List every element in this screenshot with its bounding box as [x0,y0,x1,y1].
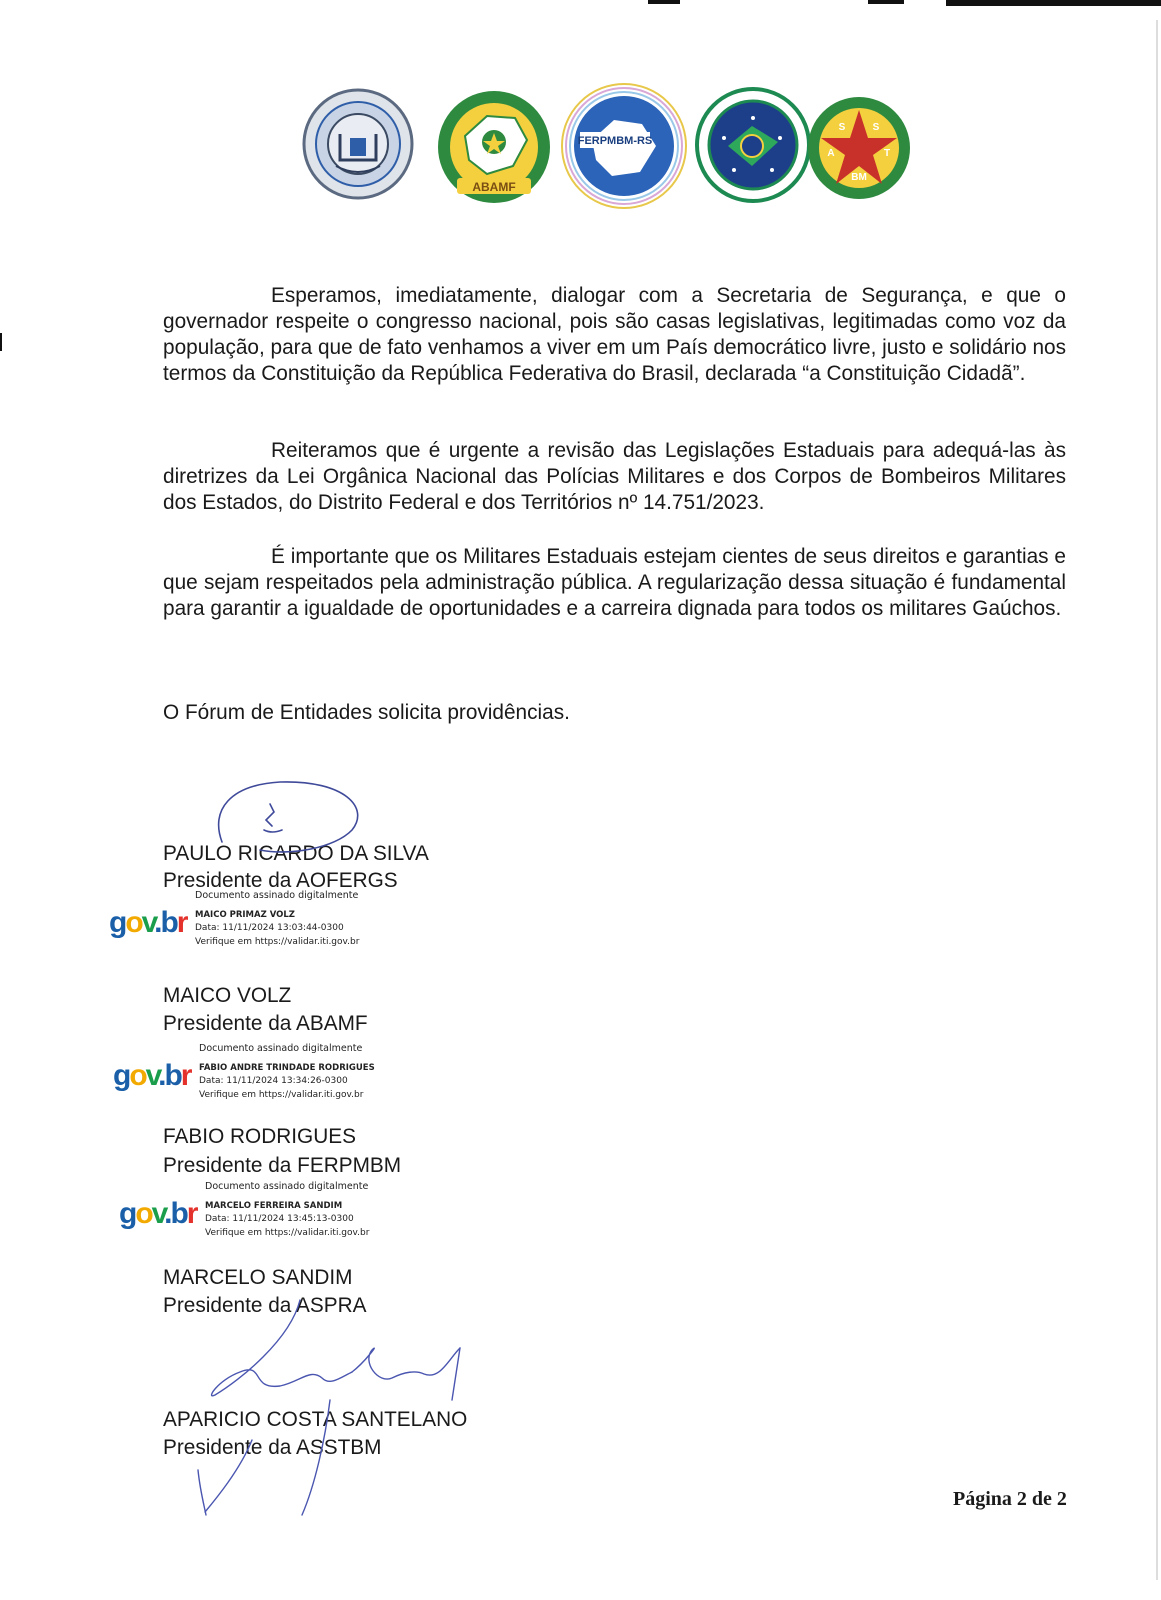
aofergs-seal-icon [300,86,416,202]
svg-text:ABAMF: ABAMF [472,180,516,194]
signatory-name: FABIO RODRIGUES [163,1125,356,1148]
signatory-name: APARICIO COSTA SANTELANO [163,1408,468,1431]
govbr-logo: gov.br [113,1059,191,1092]
signatory-role: Presidente da ASPRA [163,1294,367,1317]
svg-text:A: A [827,148,835,159]
signatory-role: Presidente da FERPMBM [163,1154,402,1177]
govbr-verify-link[interactable]: Verifique em https://validar.iti.gov.br [205,1228,370,1238]
govbr-date: Data: 11/11/2024 13:45:13-0300 [205,1214,354,1224]
govbr-verify-link[interactable]: Verifique em https://validar.iti.gov.br [195,937,360,947]
govbr-header: Documento assinado digitalmente [199,1043,363,1054]
govbr-signature-stamp [113,1043,393,1107]
scan-edge-mark [1156,20,1158,1580]
body-paragraph-3: É importante que os Militares Estaduais estejam cientes de seus direitos e garantias e que sejam respeitados pela administração pública. A regularização dessa situação é fundamental para garantir a igualdade de oportunidades e a carreira dignada para todos os militares Gaúchos. [163,545,1066,620]
svg-text:S: S [838,122,846,133]
signatory-name: MARCELO SANDIM [163,1266,353,1289]
svg-text:S: S [872,122,880,133]
ferpmbm-seal-icon [558,80,690,212]
govbr-signature-stamp [119,1181,399,1245]
scan-edge-mark [868,0,904,4]
signatory-role: Presidente da AOFERGS [163,869,398,889]
signatory-role: Presidente da ABAMF [163,1012,368,1035]
body-paragraph-2: Reiteramos que é urgente a revisão das Legislações Estaduais para adequá-las às diretrizes da Lei Orgânica Nacional das Polícias Militares e dos Corpos de Bombeiros Militares dos Estados, do Distrito Federal e dos Territórios nº 14.751/2023. [163,439,1066,514]
svg-text:BM: BM [851,172,867,183]
govbr-date: Data: 11/11/2024 13:34:26-0300 [199,1076,348,1086]
govbr-verify-link[interactable]: Verifique em https://validar.iti.gov.br [199,1090,364,1100]
signatory-name: PAULO RICARDO DA SILVA [163,842,429,865]
entity-logos [300,80,940,215]
govbr-signature-stamp [109,890,389,954]
abamf-seal-icon [435,88,553,206]
govbr-date: Data: 11/11/2024 13:03:44-0300 [195,923,344,933]
aspra-seal-icon [694,86,812,204]
page-number: Página 2 de 2 [953,1488,1067,1510]
govbr-signer: FABIO ANDRE TRINDADE RODRIGUES [199,1063,375,1073]
scan-edge-mark [946,0,1161,6]
govbr-logo: gov.br [109,906,187,939]
scan-edge-mark [0,333,2,351]
govbr-header: Documento assinado digitalmente [195,890,359,901]
govbr-signer: MAICO PRIMAZ VOLZ [195,910,295,920]
scan-edge-mark [648,0,680,4]
signatory-role: Presidente da ASSTBM [163,1436,382,1459]
govbr-logo: gov.br [119,1197,197,1230]
govbr-header: Documento assinado digitalmente [205,1181,369,1192]
asstbm-seal-icon [805,94,913,202]
signatory-name: MAICO VOLZ [163,984,292,1007]
svg-text:FERPMBM-RS: FERPMBM-RS [577,135,653,147]
govbr-signer: MARCELO FERREIRA SANDIM [205,1201,343,1211]
body-paragraph-1: Esperamos, imediatamente, dialogar com a Secretaria de Segurança, e que o governador respeite o congresso nacional, pois são casas legislativas, legitimadas como voz da população, para que de fato venhamos a viver em um País democrático livre, justo e solidário nos termos da Constituição da República Federativa do Brasil, declarada “a Constituição Cidadã”. [163,284,1066,385]
closing-line: O Fórum de Entidades solicita providências. [163,701,570,724]
svg-text:T: T [883,148,891,159]
